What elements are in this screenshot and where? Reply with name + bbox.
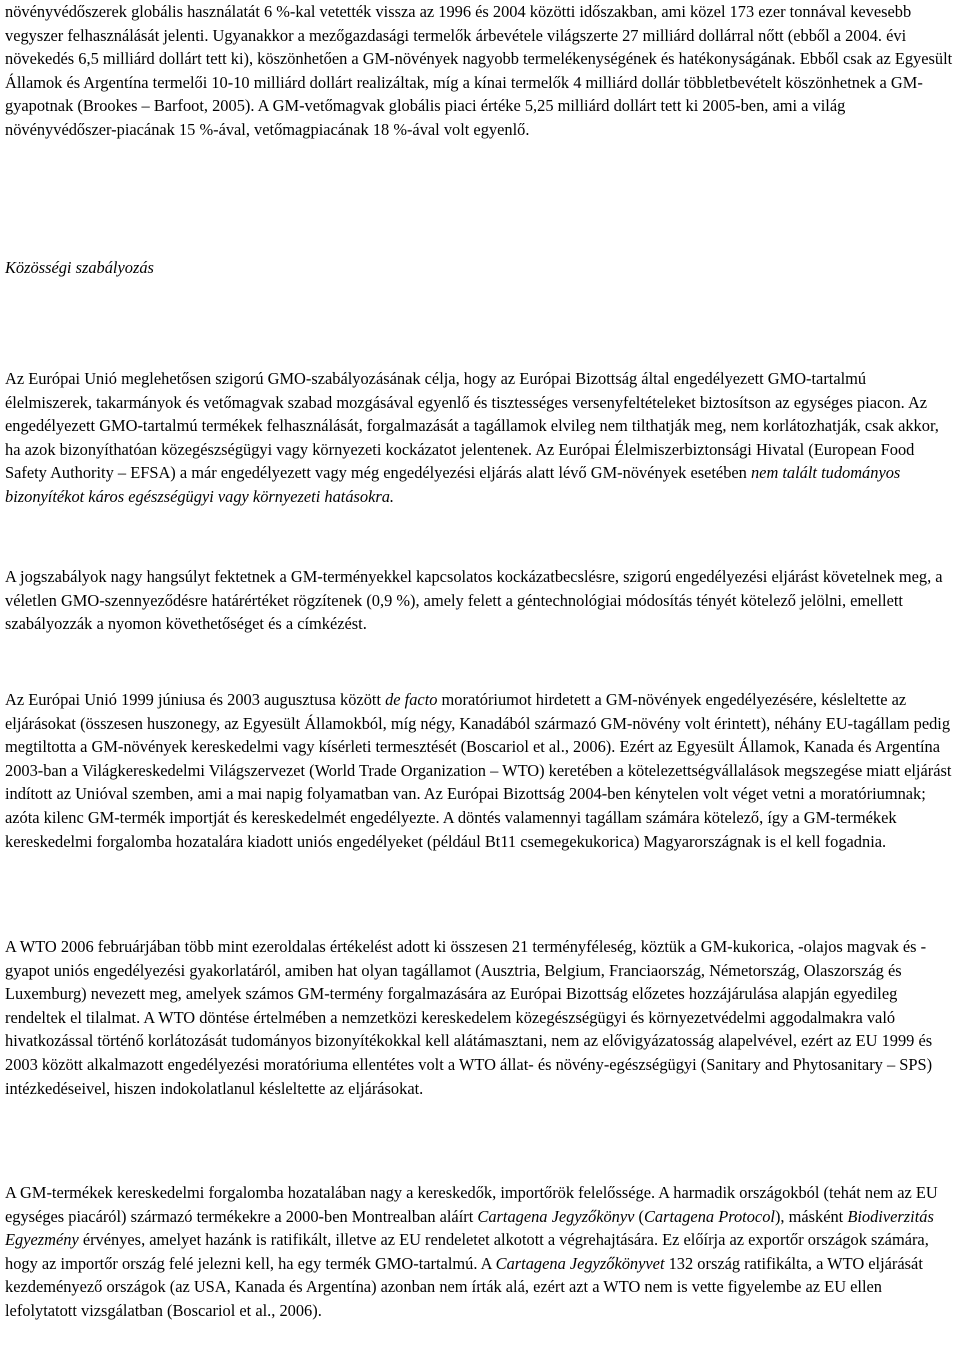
text-run: érvényes, amelyet hazánk is ratifikált, illetve az EU rendeletet alkotott a végrehajtására. Ez előírja az exportőr országok számára, hogy az importőr ország felé jelezni kell, ha egy termék GMO-tartalmú. A <box>5 1230 929 1273</box>
paragraph-1 <box>5 367 955 509</box>
paragraph-5 <box>5 1181 955 1323</box>
text-run: Az Európai Unió meglehetősen szigorú GMO-szabályozásának célja, hogy az Európai Bizottság által engedélyezett GMO-tartalmú élelmiszerek, takarmányok és vetőmagvak szabad mozgásával egyenlő és tisztességes versenyfeltételeket biztosítson az egységes piacon. Az engedélyezett GMO-tartalmú termékek felhasználását, forgalmazását a tagállamok elvileg nem tilthatják meg, nem korlátozhatják, csak akkor, ha azok bizonyíthatóan közegészségügyi vagy környezeti kockázatot jelentenek. Az Európai Élelmiszerbiztonsági Hivatal (European Food Safety Authority – EFSA) a már engedélyezett vagy még engedélyezési eljárás alatt lévő GM-növények esetében <box>5 369 939 483</box>
paragraph-2 <box>5 565 955 636</box>
text-run: A GM-termékek kereskedelmi forgalomba hozatalában nagy a kereskedők, importőrök felelőssége. A harmadik országokból (tehát nem az EU egységes piacáról) származó termékekre a 2000-ben Montrealban aláírt <box>5 1183 938 1226</box>
paragraph-intro <box>5 0 955 142</box>
text-run: ), másként <box>774 1206 848 1226</box>
italic-text-run: Cartagena Jegyzőkönyvet <box>495 1253 665 1273</box>
paragraph-3 <box>5 688 955 853</box>
italic-text-run: de facto <box>385 690 438 709</box>
italic-text-run: Cartagena Protocol <box>643 1206 775 1226</box>
italic-text-run: Cartagena Jegyzőkönyv <box>477 1206 635 1226</box>
text-run: A WTO 2006 februárjában több mint ezeroldalas értékelést adott ki összesen 21 terményféleség, köztük a GM-kukorica, -olajos magvak és -gyapot uniós engedélyezési gyakorlatáról, amiben hat olyan tagállamot (Ausztria, Belgium, Franciaország, Németország, Olaszország és Luxemburg) nevezett meg, amelyek számos GM-termény forgalmazására az Európai Bizottság előzetes hozzájárulása alapján egyedileg rendeltek el tilalmat. A WTO döntése értelmében a nemzetközi kereskedelem közegészségügyi és környezetvédelmi aggodalmakra való hivatkozással történő korlátozását tudományos bizonyítékokkal kell alátámasztani, nem az elővigyázatosság alapelvével, ezért az EU 1999 és 2003 között alkalmazott engedélyezési moratóriuma ellentétes volt a WTO állat- és növény-egészségügyi (Sanitary and Phytosanitary – SPS) intézkedéseivel, hiszen indokolatlanul késleltette az eljárásokat. <box>5 937 933 1098</box>
paragraph-4 <box>5 935 955 1100</box>
text-run: Az Európai Unió 1999 júniusa és 2003 augusztusa között <box>5 690 386 709</box>
italic-text-run: Biodiverzitás Egyezmény <box>5 1206 934 1250</box>
text-run: növényvédőszerek globális használatát 6 %-kal vetették vissza az 1996 és 2004 közötti időszakban, ami közel 173 ezer tonnával kevesebb vegyszer felhasználását jelenti. Ugyanakkor a mezőgazdasági termelők árbevétele világszerte 27 milliárd dollárral nőtt (ebből a 2004. évi növekedés 6,5 milliárd dollárt tett ki), köszönhetően a GM-növények nagyobb termelékenységének és hatékonyságának. Ebből csak az Egyesült Államok és Argentína termelői 10-10 milliárd dollárt realizáltak, míg a kínai termelők 4 milliárd dollár többletbevételt köszönhetnek a GM-gyapotnak (Brookes – Barfoot, 2005). A GM-vetőmagvak globális piaci értéke 5,25 milliárd dollárt tett ki 2005-ben, ami a világ növényvédőszer-piacának 15 %-ával, vetőmagpiacának 18 %-ával volt egyenlő. <box>5 2 953 139</box>
text-run: ( <box>634 1206 644 1226</box>
text-run: moratóriumot hirdetett a GM-növények engedélyezésére, késleltette az eljárásokat (összesen huszonegy, az Egyesült Államokból, míg négy, Kanadából származó GM-növény volt érintett), néhány EU-tagállam pedig megtiltotta a GM-növények kereskedelmi vagy kísérleti termesztését (Boscariol et al., 2006). Ezért az Egyesült Államok, Kanada és Argentína 2003-ban a Világkereskedelmi Világszervezet (World Trade Organization – WTO) keretében a kötelezettségvállalások megszegése miatt eljárást indított az Unióval szemben, ami a mai napig folyamatban van. Az Európai Bizottság 2004-ben kénytelen volt véget vetni a moratóriumnak; azóta kilenc GM-termék importját és kereskedelmét engedélyezte. A döntés valamennyi tagállam számára kötelező, így a GM-termékek kereskedelmi forgalomba hozatalára kiadott uniós engedélyeket (például Bt11 csemegekukorica) Magyarországnak is el kell fogadnia. <box>5 690 952 851</box>
text-run: 132 ország ratifikálta, a WTO eljárását kezdeményező országok (az USA, Kanada és Argentína) azonban nem írták alá, ezért azt a WTO nem is vette figyelembe az EU ellen lefolytatott vizsgálatban (Boscariol et al., 2006). <box>5 1253 923 1320</box>
italic-text-run: nem talált tudományos bizonyítékot káros egészségügyi vagy környezeti hatásokra. <box>5 463 901 506</box>
text-run: A jogszabályok nagy hangsúlyt fektetnek a GM-terményekkel kapcsolatos kockázatbecslésre, szigorú engedélyezési eljárást követelnek meg, a véletlen GMO-szennyeződésre határértéket rögzítenek (0,9 %), amely felett a géntechnológiai módosítás tényét kötelező jelölni, emellett szabályozzák a nyomon követhetőséget és a címkézést. <box>5 567 943 634</box>
section-heading: Közösségi szabályozás <box>5 258 154 277</box>
